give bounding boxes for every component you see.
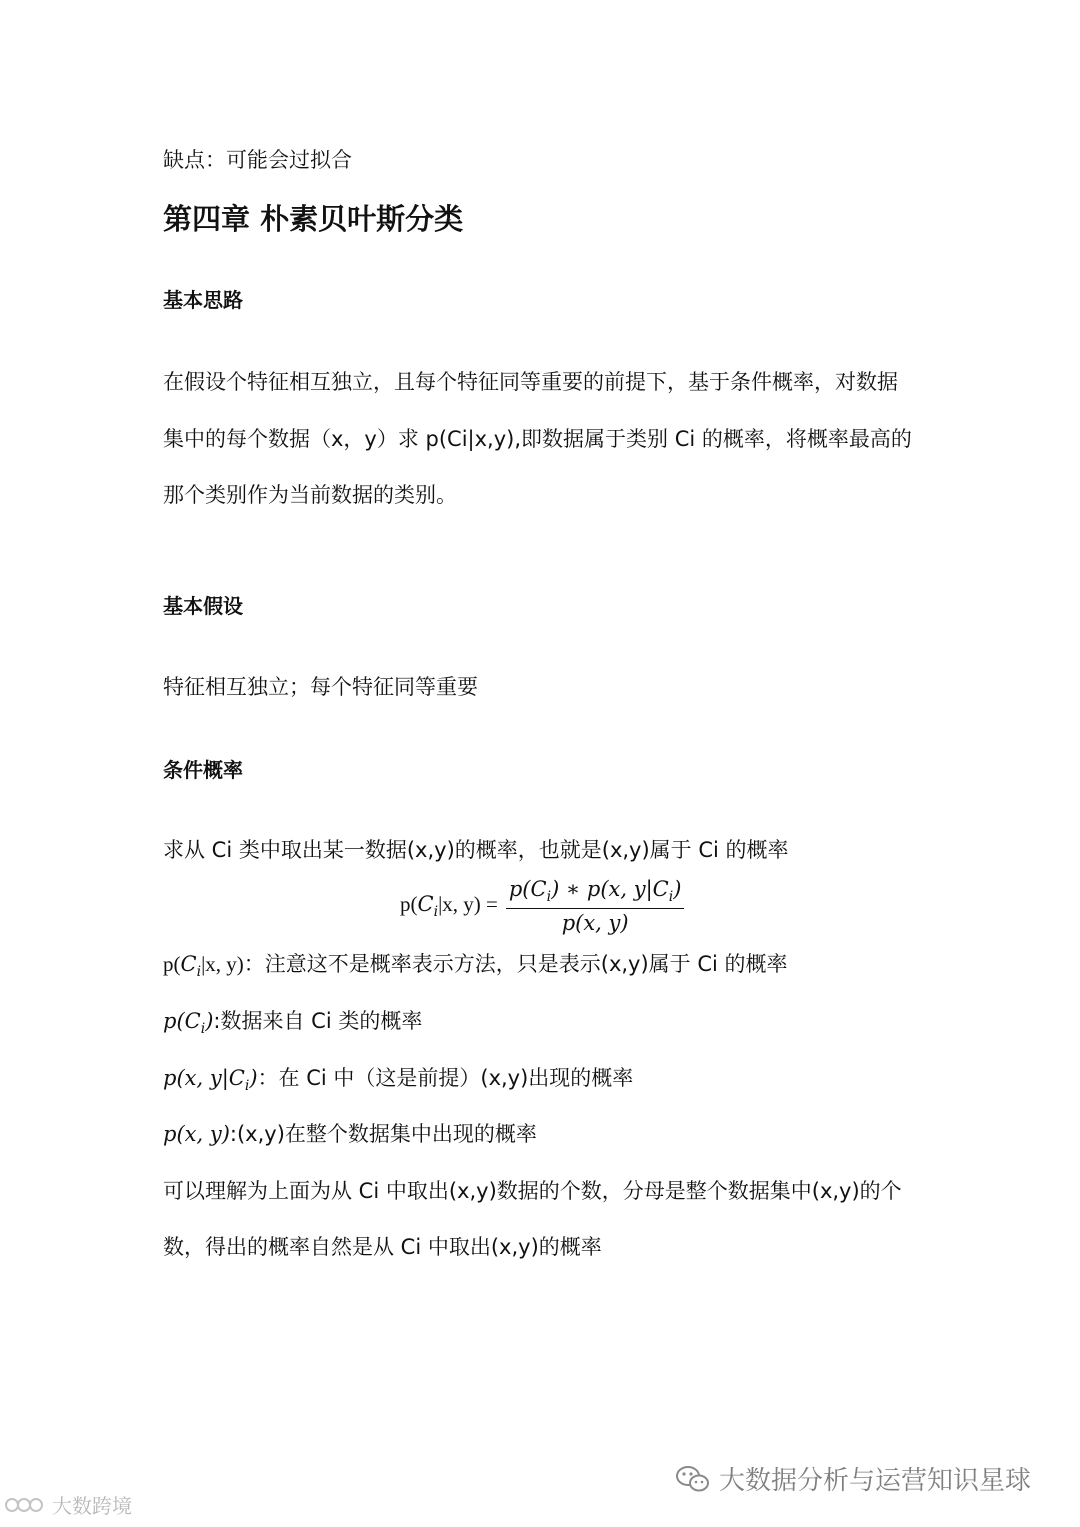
basic-assumption-text: 特征相互独立；每个特征同等重要 — [163, 675, 478, 699]
formula-numerator: $p(C_i)$ ∗ p(x, $y|C_i$) — [506, 877, 685, 908]
explanation-line-2: 数，得出的概率自然是从 Ci 中取出(x,y)的概率 — [163, 1235, 602, 1259]
term-posterior — [163, 950, 788, 986]
watermark-text: 大数跨境 — [52, 1494, 132, 1518]
term-prior-desc: :数据来自 Ci 类的概率 — [213, 1009, 423, 1033]
explanation-line-1: 可以理解为上面为从 Ci 中取出(x,y)数据的个数，分母是整个数据集中(x,y)的个 — [163, 1179, 902, 1203]
bayes-formula — [400, 875, 684, 937]
term-evidence-symbol: p(x, y) — [163, 1122, 230, 1146]
wechat-account-mark — [675, 1460, 1031, 1497]
term-prior-symbol: $p(C_i)$ — [163, 1009, 214, 1038]
chapter-title: 第四章 朴素贝叶斯分类 — [163, 202, 464, 236]
basic-idea-line-1: 在假设个特征相互独立，且每个特征同等重要的前提下，基于条件概率，对数据 — [163, 370, 898, 394]
conditional-probability-intro: 求从 Ci 类中取出某一数据(x,y)的概率，也就是(x,y)属于 Ci 的概率 — [163, 838, 789, 862]
term-likelihood-symbol: p(x, $y|C_i$) — [163, 1066, 258, 1095]
formula-denominator: p(x, y) — [561, 910, 629, 935]
section-heading-basic-idea: 基本思路 — [163, 288, 243, 312]
basic-idea-line-3: 那个类别作为当前数据的类别。 — [163, 483, 457, 507]
watermark-logo-icon — [4, 1493, 48, 1517]
term-prior — [163, 1007, 422, 1043]
weakness-text: 缺点：可能会过拟合 — [163, 148, 352, 172]
section-heading-basic-assumption: 基本假设 — [163, 594, 243, 618]
term-likelihood — [163, 1064, 633, 1100]
term-posterior-symbol: $p(C_i|x$, y) — [163, 952, 244, 981]
watermark — [4, 1490, 132, 1519]
section-heading-conditional-probability: 条件概率 — [163, 758, 243, 782]
wechat-icon — [675, 1464, 711, 1494]
formula-lhs: $p(C_i|x$, y) = — [400, 891, 498, 921]
term-likelihood-desc: ：在 Ci 中（这是前提）(x,y)出现的概率 — [257, 1066, 634, 1090]
term-evidence-desc: :(x,y)在整个数据集中出现的概率 — [229, 1122, 537, 1146]
term-evidence — [163, 1120, 537, 1148]
wechat-account-name: 大数据分析与运营知识星球 — [719, 1466, 1032, 1496]
term-posterior-desc: ：注意这不是概率表示方法，只是表示(x,y)属于 Ci 的概率 — [243, 952, 788, 976]
formula-fraction — [506, 877, 685, 934]
basic-idea-line-2: 集中的每个数据（x，y）求 p(Ci|x,y),即数据属于类别 Ci 的概率，将概率最高的 — [163, 427, 912, 451]
